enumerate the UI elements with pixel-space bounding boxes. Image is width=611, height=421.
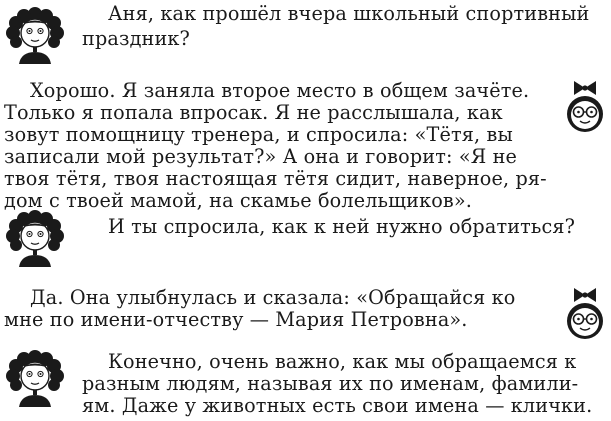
dialogue-line: разным людям, называя их по именам, фамили- [82,372,579,395]
curly-hair-woman-icon [4,347,66,409]
dialogue-line: Только я попала впросак. Я не расслышала, как [4,101,503,124]
dialogue-line: мне по имени-отчеству — Мария Петровна». [4,308,468,331]
dialogue-line: твоя тётя, твоя настоящая тётя сидит, наверное, ря- [4,167,547,190]
dialogue-line: Хорошо. Я заняла второе место в общем зачёте. [30,79,530,102]
dialogue-line: Аня, как прошёл вчера школьный спортивный [108,2,590,25]
dialogue-line: праздник? [82,27,190,50]
dialogue-line: зовут помощницу тренера, и спросила: «Тётя, вы [4,123,513,146]
girl-with-bow-glasses-icon [562,287,608,343]
dialogue-line: дом с твоей мамой, на скамье болельщиков». [4,189,472,212]
girl-with-bow-glasses-icon [562,80,608,136]
dialogue-line: ям. Даже у животных есть свои имена — клички. [82,394,593,417]
dialogue-line: записали мой результат?» А она и говорит: «Я не [4,145,518,168]
dialogue-line: Конечно, очень важно, как мы обращаемся к [108,350,577,373]
curly-hair-woman-icon [4,207,66,269]
dialogue-line: И ты спросила, как к ней нужно обратиться? [108,215,576,238]
dialogue-line: Да. Она улыбнулась и сказала: «Обращайся ко [30,286,516,309]
curly-hair-woman-icon [4,4,66,66]
